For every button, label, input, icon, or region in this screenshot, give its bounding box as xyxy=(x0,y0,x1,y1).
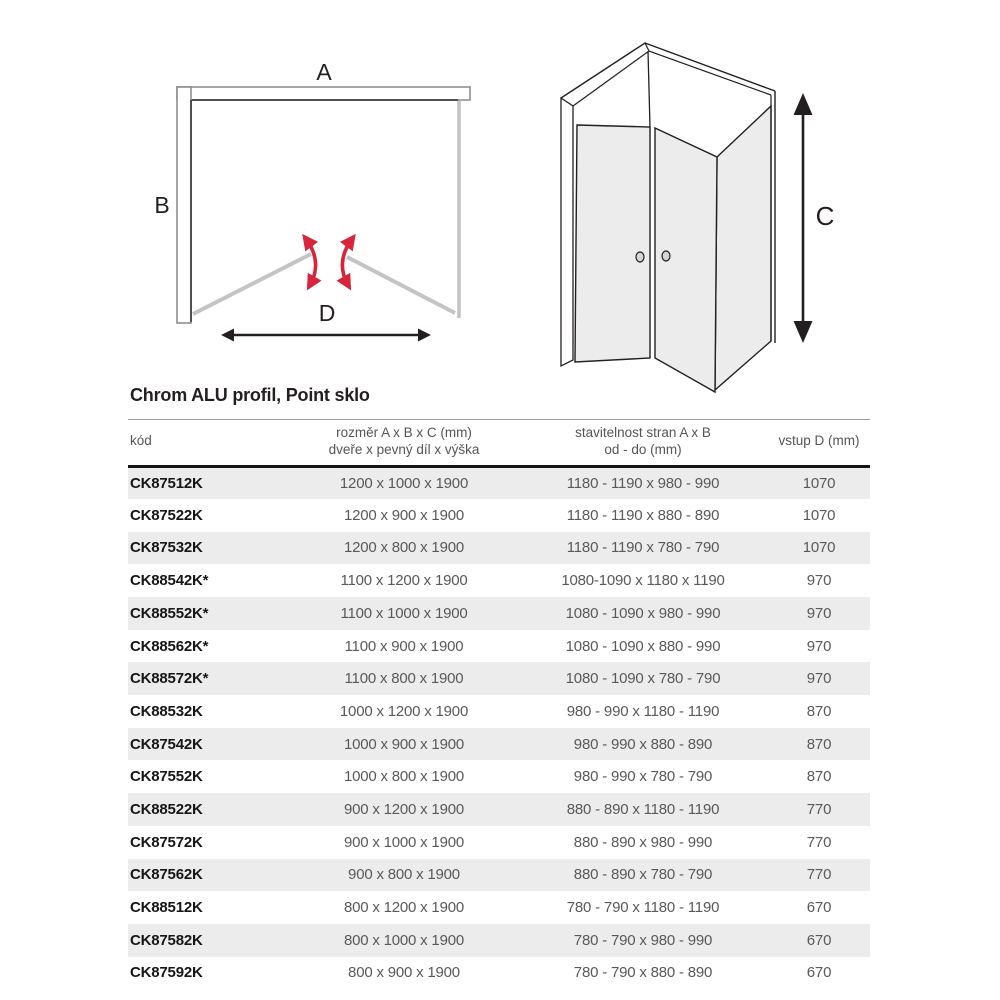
cell-stavitelnost: 880 - 890 x 780 - 790 xyxy=(573,866,713,884)
left-door-open xyxy=(193,254,311,314)
corner-post-edge xyxy=(648,51,650,127)
right-door-knob-icon xyxy=(662,251,670,261)
col-header-stavitelnost xyxy=(518,420,768,467)
cell-vstup: 670 xyxy=(806,899,832,917)
perspective-view-diagram xyxy=(540,25,860,405)
table-row xyxy=(128,662,870,695)
dimension-label-c: C xyxy=(815,201,835,231)
cell-vstup: 870 xyxy=(806,768,832,786)
table-row xyxy=(128,499,870,532)
cell-stavitelnost: 980 - 990 x 780 - 790 xyxy=(573,768,713,786)
product-spec-table xyxy=(128,419,870,989)
cell-rozmer: 1100 x 1000 x 1900 xyxy=(340,604,468,622)
cell-vstup: 1070 xyxy=(802,506,836,524)
table-header-row xyxy=(128,420,870,467)
table-row xyxy=(128,532,870,565)
col-header-rozmer xyxy=(290,420,518,467)
cell-stavitelnost: 780 - 790 x 880 - 890 xyxy=(573,964,713,982)
cell-stavitelnost: 1080-1090 x 1180 x 1190 xyxy=(561,572,725,590)
col-header-kod xyxy=(128,420,290,467)
cell-stavitelnost: 880 - 890 x 1180 - 1190 xyxy=(566,800,720,818)
cell-kod: CK88512K xyxy=(130,899,203,917)
table-row xyxy=(128,891,870,924)
cell-stavitelnost: 780 - 790 x 1180 - 1190 xyxy=(566,899,720,917)
height-arrow-top-head-icon xyxy=(794,93,813,115)
cell-kod: CK87592K xyxy=(130,964,203,982)
cell-rozmer: 1000 x 900 x 1900 xyxy=(343,735,465,753)
cell-vstup: 870 xyxy=(806,735,832,753)
left-wall-strip xyxy=(561,98,573,366)
cell-stavitelnost: 980 - 990 x 1180 - 1190 xyxy=(566,702,720,720)
dimension-label-d: D xyxy=(318,300,336,326)
cell-kod: CK87512K xyxy=(130,474,203,492)
table-row xyxy=(128,760,870,793)
cell-kod: CK87572K xyxy=(130,833,203,851)
fixed-side-panel xyxy=(715,106,771,390)
cell-vstup: 770 xyxy=(806,866,832,884)
cell-rozmer: 800 x 1000 x 1900 xyxy=(343,931,465,949)
table-row xyxy=(128,728,870,761)
cell-rozmer: 900 x 800 x 1900 xyxy=(348,866,460,884)
cell-rozmer: 800 x 1200 x 1900 xyxy=(343,899,465,917)
dimension-label-a: A xyxy=(316,59,332,85)
cell-stavitelnost: 1080 - 1090 x 980 - 990 xyxy=(565,604,721,622)
cell-kod: CK87582K xyxy=(130,931,203,949)
cell-vstup: 970 xyxy=(806,572,832,590)
col-header-vstup xyxy=(768,420,870,467)
section-title: Chrom ALU profil, Point sklo xyxy=(130,385,370,405)
col-header-rozmer-line2: dveře x pevný díl x výška xyxy=(328,441,480,457)
table-row xyxy=(128,793,870,826)
table-row xyxy=(128,826,870,859)
door-swing-arrow-left-icon xyxy=(306,239,316,285)
cell-vstup: 1070 xyxy=(802,474,836,492)
cell-stavitelnost: 1080 - 1090 x 780 - 790 xyxy=(565,670,721,688)
right-door-open xyxy=(347,257,455,313)
cell-stavitelnost: 780 - 790 x 980 - 990 xyxy=(573,931,713,949)
left-wall-profile xyxy=(177,87,191,323)
cell-kod: CK88522K xyxy=(130,800,203,818)
cell-rozmer: 1200 x 900 x 1900 xyxy=(343,506,465,524)
col-header-stavitelnost-line1: stavitelnost stran A x B xyxy=(575,425,711,440)
cell-vstup: 670 xyxy=(806,964,832,982)
cell-kod: CK88572K* xyxy=(130,670,209,688)
cell-vstup: 770 xyxy=(806,800,832,818)
table-row xyxy=(128,564,870,597)
top-view-diagram xyxy=(125,35,485,355)
dimension-label-b: B xyxy=(154,192,170,218)
cell-vstup: 970 xyxy=(806,670,832,688)
cell-kod: CK87522K xyxy=(130,506,203,524)
cell-vstup: 770 xyxy=(806,833,832,851)
cell-vstup: 970 xyxy=(806,604,832,622)
cell-rozmer: 900 x 1200 x 1900 xyxy=(343,800,465,818)
col-header-kod-label: kód xyxy=(130,433,152,449)
cell-kod: CK88562K* xyxy=(130,637,209,655)
col-header-stavitelnost-line2: od - do (mm) xyxy=(604,441,682,457)
top-wall-profile xyxy=(177,87,470,100)
table-row xyxy=(128,597,870,630)
table-row xyxy=(128,466,870,499)
cell-stavitelnost: 1180 - 1190 x 880 - 890 xyxy=(566,506,720,524)
cell-stavitelnost: 980 - 990 x 880 - 890 xyxy=(573,735,713,753)
cell-kod: CK87562K xyxy=(130,866,203,884)
left-pivot-door xyxy=(575,125,650,362)
cell-rozmer: 1100 x 1200 x 1900 xyxy=(340,572,468,590)
table-row xyxy=(128,924,870,957)
cell-rozmer: 1100 x 900 x 1900 xyxy=(344,637,464,655)
cell-vstup: 1070 xyxy=(802,539,836,557)
cell-kod: CK87532K xyxy=(130,539,203,557)
cell-rozmer: 1000 x 1200 x 1900 xyxy=(339,702,469,720)
cell-rozmer: 1000 x 800 x 1900 xyxy=(343,768,465,786)
cell-rozmer: 1100 x 800 x 1900 xyxy=(344,670,464,688)
cell-stavitelnost: 1080 - 1090 x 880 - 990 xyxy=(565,637,721,655)
table-row xyxy=(128,859,870,892)
top-frame-outer-rail xyxy=(561,43,775,98)
door-swing-arrow-right-icon xyxy=(342,239,352,285)
table-row xyxy=(128,630,870,663)
height-arrow-bottom-head-icon xyxy=(794,321,813,343)
cell-vstup: 670 xyxy=(806,931,832,949)
left-door-knob-icon xyxy=(636,252,644,262)
cell-rozmer: 1200 x 1000 x 1900 xyxy=(339,474,469,492)
table-row xyxy=(128,695,870,728)
cell-kod: CK88552K* xyxy=(130,604,209,622)
cell-vstup: 870 xyxy=(806,702,832,720)
cell-stavitelnost: 880 - 890 x 980 - 990 xyxy=(573,833,713,851)
cell-kod: CK87552K xyxy=(130,768,203,786)
cell-rozmer: 800 x 900 x 1900 xyxy=(348,964,460,982)
cell-stavitelnost: 1180 - 1190 x 980 - 990 xyxy=(566,474,720,492)
cell-kod: CK87542K xyxy=(130,735,203,753)
spec-section xyxy=(128,385,870,989)
cell-kod: CK88542K* xyxy=(130,572,209,590)
cell-rozmer: 900 x 1000 x 1900 xyxy=(343,833,465,851)
cell-vstup: 970 xyxy=(806,637,832,655)
cell-kod: CK88532K xyxy=(130,702,203,720)
col-header-vstup-label: vstup D (mm) xyxy=(778,433,860,449)
cell-rozmer: 1200 x 800 x 1900 xyxy=(343,539,465,557)
col-header-rozmer-line1: rozměr A x B x C (mm) xyxy=(336,425,472,440)
cell-stavitelnost: 1180 - 1190 x 780 - 790 xyxy=(566,539,720,557)
table-row xyxy=(128,957,870,990)
